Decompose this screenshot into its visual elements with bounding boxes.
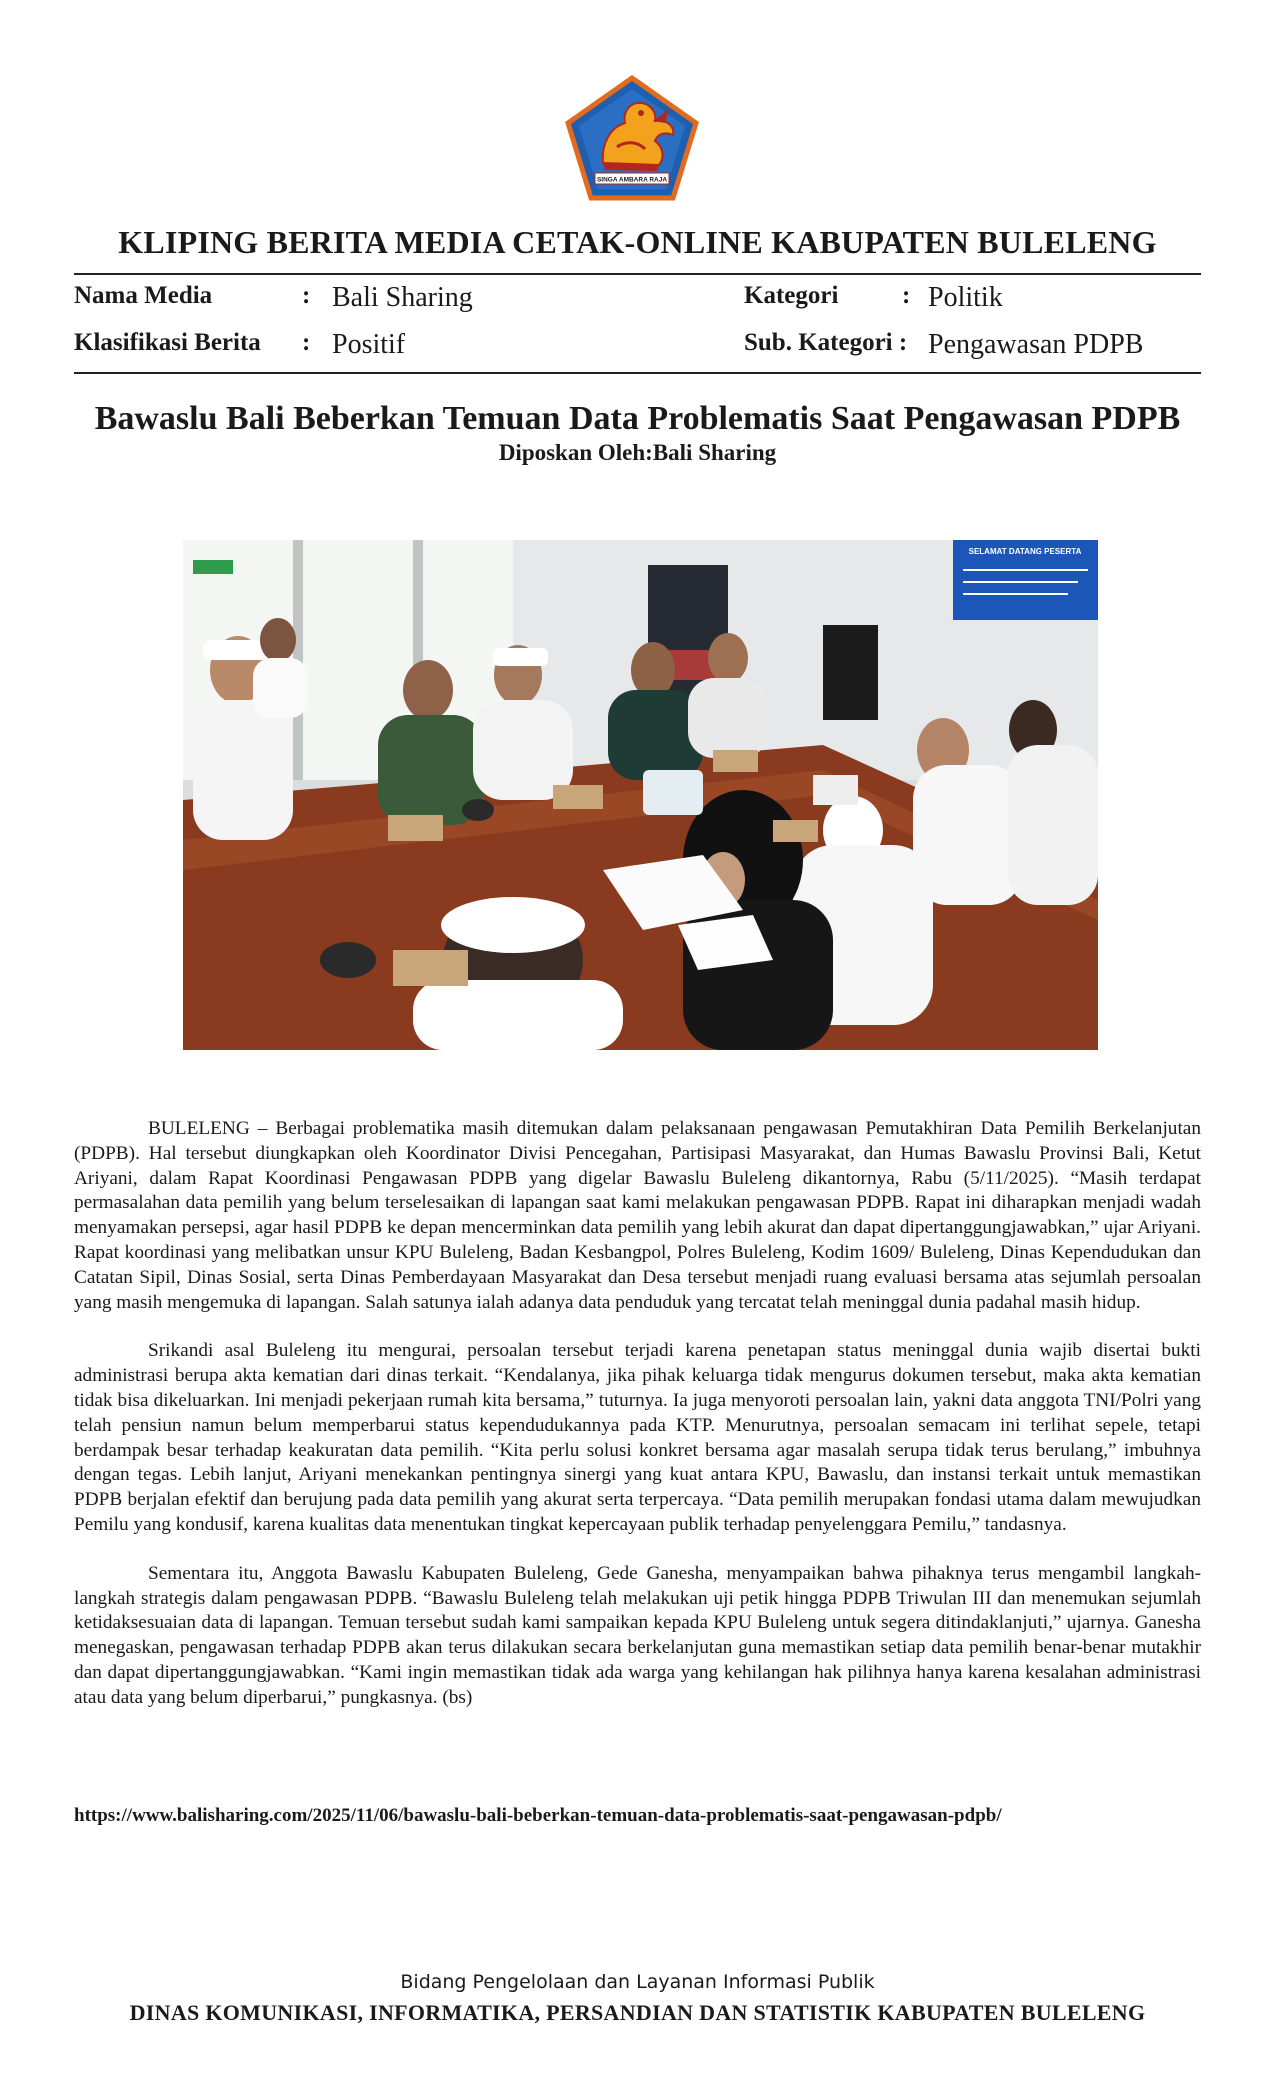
meeting-photo bbox=[183, 540, 1098, 1050]
document-header-title: KLIPING BERITA MEDIA CETAK-ONLINE KABUPATEN BULELENG bbox=[118, 224, 1157, 260]
tv-screen-text: SELAMAT DATANG PESERTA bbox=[968, 547, 1082, 556]
category-value: Politik bbox=[928, 282, 1003, 313]
article-byline: Diposkan Oleh:Bali Sharing bbox=[498, 440, 777, 465]
category-colon: : bbox=[902, 282, 911, 309]
article-paragraph: Srikandi asal Buleleng itu mengurai, persoalan tersebut terjadi karena penetapan status meninggal dunia wajib disertai bukti administrasi berupa akta kematian dari dinas terkait. “Kendalanya, jika pihak keluarga tidak mengurus dokumen tersebut, maka akta kematian tidak bisa dikeluarkan. Ini menjadi pekerjaan rumah kita bersama,” tuturnya. Ia juga menyoroti persoalan lain, yakni data anggota TNI/Polri yang telah pensiun namun belum memperbarui status kependudukannya pada KTP. Menurutnya, persoalan semacam ini terlihat sepele, tetapi berdampak besar terhadap keakuratan data pemilih. “Kita perlu solusi konkret bersama agar masalah serupa tidak terus berulang,” imbuhnya dengan tegas. Lebih lanjut, Ariyani menekankan pentingnya sinergi yang kuat antara KPU, Bawaslu, dan instansi terkait untuk memastikan PDPB berjalan efektif dan berujung pada data pemilih yang akurat serta terpercaya. “Data pemilih merupakan fondasi utama dalam mewujudkan Pemilu yang kondusif, karena kualitas data menentukan tingkat kepercayaan publik terhadap penyelenggara Pemilu,” tandasnya. bbox=[74, 1340, 1201, 1535]
article-body bbox=[74, 1117, 1201, 1735]
article-paragraph: Sementara itu, Anggota Bawaslu Kabupaten Buleleng, Gede Ganesha, menyampaikan bahwa pihaknya terus mengambil langkah-langkah strategis dalam pengawasan PDPB. “Bawaslu Buleleng telah melakukan uji petik hingga PDPB Triwulan III dan menemukan sejumlah ketidaksesuaian data di lapangan. Temuan tersebut sudah kami sampaikan kepada KPU Buleleng untuk segera ditindaklanjuti,” ujarnya. Ganesha menegaskan, pengawasan terhadap PDPB akan terus dilakukan secara berkelanjutan guna memastikan setiap data pemilih benar-benar mutakhir dan dapat dipertanggungjawabkan. “Kami ingin memastikan tidak ada warga yang kehilangan hak pilihnya hanya karena kesalahan administrasi atau data yang belum diperbarui,” pungkasnya. (bs) bbox=[74, 1562, 1201, 1708]
news-classification-value: Positif bbox=[332, 329, 406, 360]
media-name-label: Nama Media bbox=[74, 282, 213, 309]
news-classification-colon: : bbox=[302, 329, 311, 356]
category-label: Kategori bbox=[744, 282, 839, 309]
footer-division-name: Bidang Pengelolaan dan Layanan Informasi Publik bbox=[400, 1971, 875, 1993]
source-url: https://www.balisharing.com/2025/11/06/bawaslu-bali-beberkan-temuan-data-problematis-saat-pengawasan-pdpb/ bbox=[74, 1805, 1002, 1826]
buleleng-emblem-icon bbox=[565, 75, 699, 201]
header-divider-bottom bbox=[74, 372, 1201, 374]
media-name-value: Bali Sharing bbox=[332, 282, 473, 313]
footer-agency-name: DINAS KOMUNIKASI, INFORMATIKA, PERSANDIAN DAN STATISTIK KABUPATEN BULELENG bbox=[129, 2000, 1146, 2025]
article-paragraph: BULELENG – Berbagai problematika masih ditemukan dalam pelaksanaan pengawasan Pemutakhiran Data Pemilih Berkelanjutan (PDPB). Hal tersebut diungkapkan oleh Koordinator Divisi Pencegahan, Partisipasi Masyarakat, dan Humas Bawaslu Provinsi Bali, Ketut Ariyani, dalam Rapat Koordinasi Pengawasan PDPB yang digelar Bawaslu Buleleng dikantornya, Rabu (5/11/2025). “Masih terdapat permasalahan data pemilih yang belum terselesaikan di lapangan saat kami melakukan pengawasan PDPB. Rapat ini diharapkan menjadi wadah menyamakan persepsi, agar hasil PDPB ke depan mencerminkan data pemilih yang lebih akurat dan dapat dipertanggungjawabkan,” ujar Ariyani. Rapat koordinasi yang melibatkan unsur KPU Buleleng, Badan Kesbangpol, Polres Buleleng, Kodim 1609/ Buleleng, Dinas Kependudukan dan Catatan Sipil, Dinas Sosial, serta Dinas Pemberdayaan Masyarakat dan Desa tersebut menjadi ruang evaluasi bersama atas sejumlah persoalan yang masih mengemuka di lapangan. Salah satunya ialah adanya data penduduk yang tercatat telah meninggal dunia padahal masih hidup. bbox=[74, 1118, 1201, 1313]
sub-category-value: Pengawasan PDPB bbox=[928, 329, 1144, 360]
news-classification-label: Klasifikasi Berita bbox=[74, 329, 261, 356]
sub-category-label: Sub. Kategori : bbox=[744, 329, 908, 356]
logo-banner-text: SINGA AMBARA RAJA bbox=[596, 176, 668, 184]
header-divider-top bbox=[74, 273, 1201, 275]
article-title: Bawaslu Bali Beberkan Temuan Data Problematis Saat Pengawasan PDPB bbox=[94, 400, 1181, 437]
media-name-colon: : bbox=[302, 282, 311, 309]
